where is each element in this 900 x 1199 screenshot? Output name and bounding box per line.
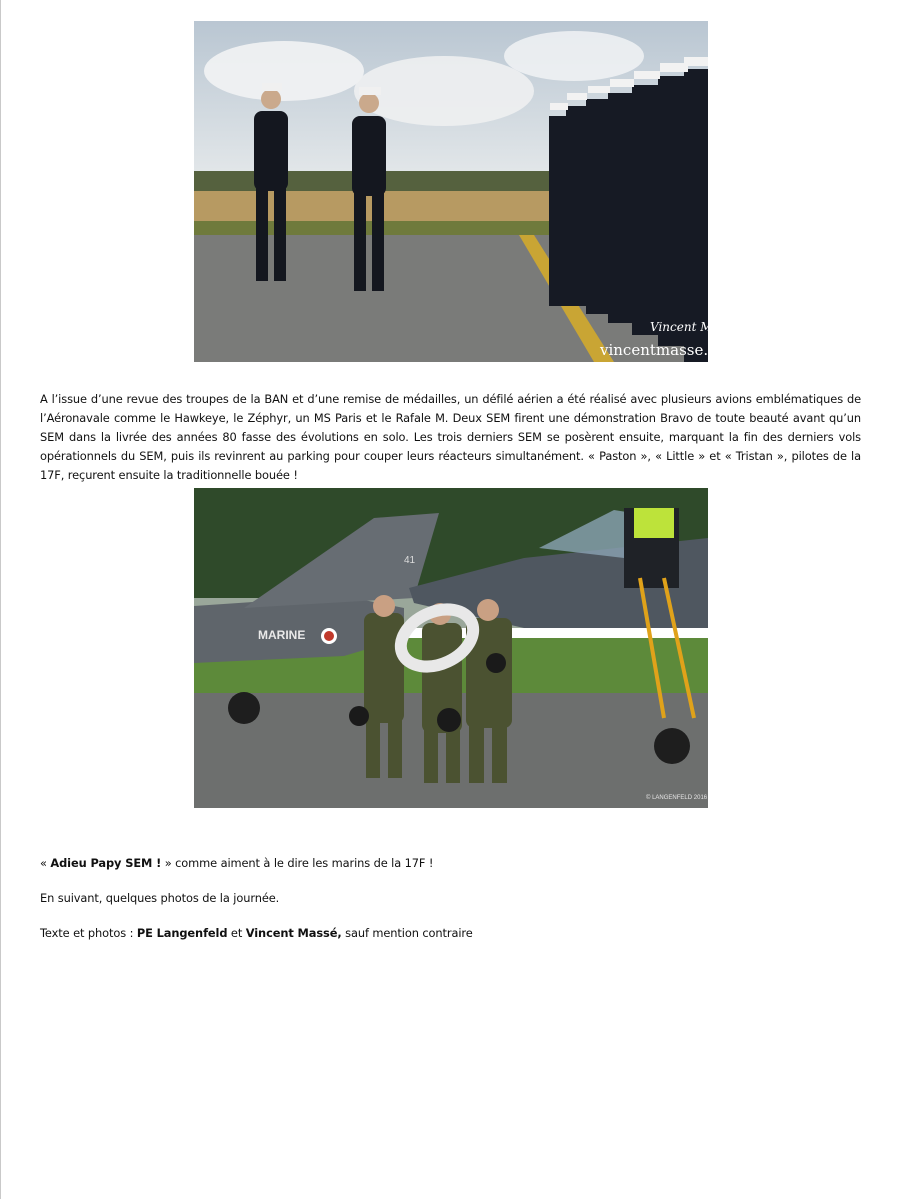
following-photos-line: En suivant, quelques photos de la journée. — [40, 891, 280, 906]
tail-number: 41 — [404, 555, 416, 566]
credit-author-masse: Vincent Massé, — [245, 926, 342, 941]
article-main-paragraph: A l’issue d’une revue des troupes de la BAN et d’une remise de médailles, un défilé aérien a été réalisé avec plusieurs avions emblématiques de l’Aéronavale comme le Hawkeye, le Zéphyr, un MS Paris et le Rafale M. Deux SEM firent une démonstration Bravo de toute beauté avant qu’un SEM dans la livrée des années 80 fasse des évolutions en solo. Les trois derniers SEM se posèrent ensuite, marquant la fin des derniers vols opérationnels du SEM, puis ils revinrent au parking pour couper leurs réacteurs simultanément. « Paston », « Little » et « Tristan », pilotes de la 17F, reçurent ensuite la traditionnelle bouée ! — [40, 392, 861, 482]
adieu-quote-open: « — [40, 856, 51, 871]
pilots-with-buoy-photo — [194, 488, 708, 808]
adieu-bold-text: Adieu Papy SEM ! — [50, 856, 162, 871]
troop-review-photo — [194, 21, 740, 362]
photo-credit-line — [40, 924, 861, 943]
watermark-signature: Vincent Massé — [650, 320, 740, 334]
credit-suffix: sauf mention contraire — [341, 926, 473, 941]
photo-copyright: © LANGENFELD 2016 — [646, 795, 708, 801]
adieu-rest-text: » comme aiment à le dire les marins de la 17F ! — [161, 856, 434, 871]
credit-author-langenfeld: PE Langenfeld — [136, 926, 228, 941]
page-left-border — [0, 0, 1, 1199]
aircraft-marking: MARINE — [258, 628, 306, 642]
credit-prefix: Texte et photos : — [40, 926, 137, 941]
watermark-site: vincentmasse.fr — [600, 341, 721, 359]
adieu-papy-sem-line — [40, 854, 861, 873]
credit-and: et — [227, 926, 246, 941]
